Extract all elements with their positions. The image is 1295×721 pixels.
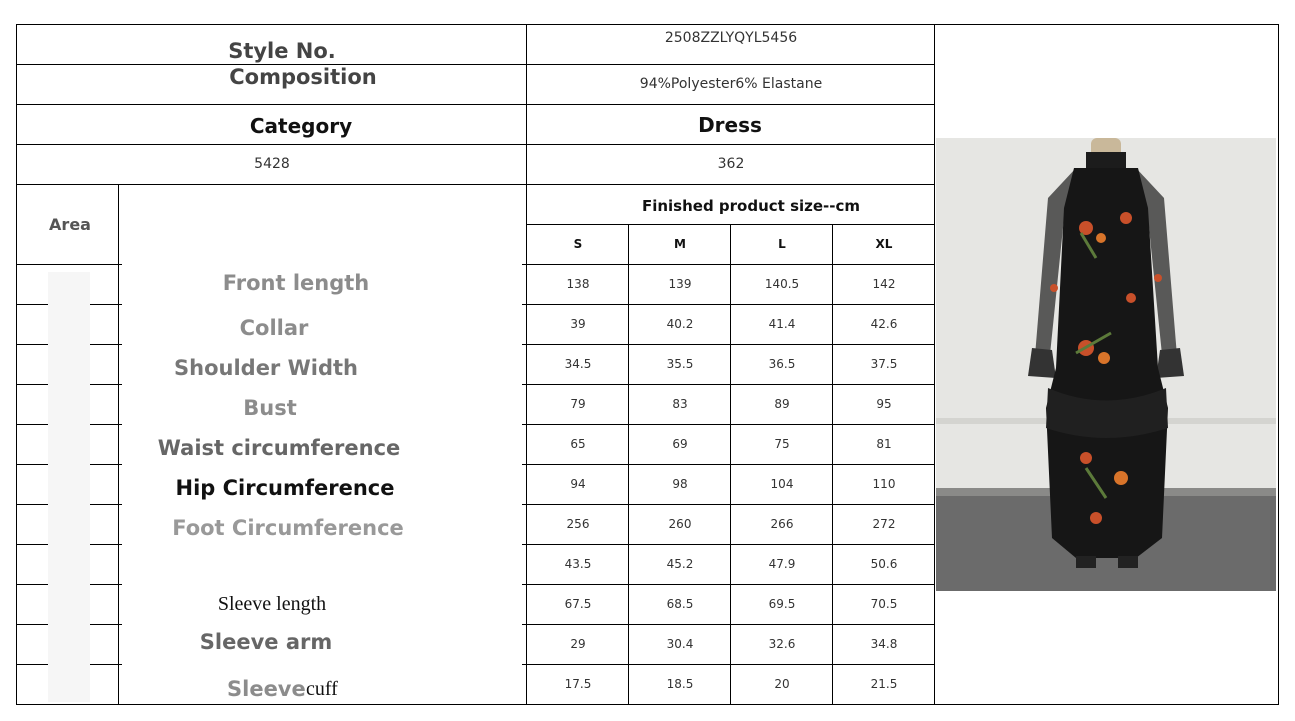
size-value: 94 — [570, 477, 586, 491]
size-value: 256 — [566, 517, 590, 531]
product-photo — [936, 138, 1276, 591]
part-label-a: Sleeve — [227, 677, 306, 701]
size-value: 89 — [774, 397, 790, 411]
size-value: 45.2 — [666, 557, 694, 571]
size-value: 272 — [872, 517, 896, 531]
size-value: 81 — [876, 437, 892, 451]
part-label: Bust — [243, 396, 297, 420]
composition-value: 94%Polyester6% Elastane — [639, 76, 823, 92]
style-no-label: Style No. — [228, 39, 336, 63]
part-label: Waist circumference — [157, 436, 401, 460]
size-header-s: S — [573, 237, 583, 251]
size-value: 260 — [668, 517, 692, 531]
size-value: 34.5 — [564, 357, 592, 371]
area-column-smudge — [48, 272, 90, 702]
size-value: 69 — [672, 437, 688, 451]
size-value: 43.5 — [564, 557, 592, 571]
size-value: 37.5 — [870, 357, 898, 371]
size-value: 40.2 — [666, 317, 694, 331]
size-value: 79 — [570, 397, 586, 411]
size-value: 65 — [570, 437, 586, 451]
size-value: 75 — [774, 437, 790, 451]
size-value: 142 — [872, 277, 896, 291]
part-label: Collar — [239, 316, 309, 340]
part-label: Sleeve length — [217, 593, 327, 615]
part-label: Sleeve arm — [199, 630, 333, 654]
size-value: 32.6 — [768, 637, 796, 651]
size-value: 68.5 — [666, 597, 694, 611]
part-label: Foot Circumference — [172, 516, 404, 540]
size-value: 30.4 — [666, 637, 694, 651]
code-right: 362 — [717, 156, 745, 172]
size-value: 47.9 — [768, 557, 796, 571]
size-value: 17.5 — [564, 677, 592, 691]
area-header: Area — [49, 215, 91, 234]
size-value: 36.5 — [768, 357, 796, 371]
size-value: 50.6 — [870, 557, 898, 571]
finished-size-header: Finished product size--cm — [641, 197, 861, 215]
size-value: 138 — [566, 277, 590, 291]
size-header-m: M — [674, 237, 686, 251]
size-value: 266 — [770, 517, 794, 531]
size-value: 83 — [672, 397, 688, 411]
size-value: 104 — [770, 477, 794, 491]
part-label: Shoulder Width — [174, 356, 358, 380]
size-value: 29 — [570, 637, 586, 651]
size-value: 95 — [876, 397, 892, 411]
size-value: 34.8 — [870, 637, 898, 651]
size-value: 18.5 — [666, 677, 694, 691]
size-value: 139 — [668, 277, 692, 291]
composition-label: Composition — [229, 65, 377, 89]
size-value: 70.5 — [870, 597, 898, 611]
size-value: 20 — [774, 677, 790, 691]
style-no-value: 2508ZZLYQYL5456 — [664, 30, 798, 46]
size-value: 69.5 — [768, 597, 796, 611]
code-left: 5428 — [254, 156, 290, 172]
category-label: Category — [249, 114, 353, 138]
part-label: Hip Circumference — [175, 476, 395, 500]
size-value: 67.5 — [564, 597, 592, 611]
part-label-b: cuff — [306, 678, 338, 700]
size-value: 110 — [872, 477, 896, 491]
size-value: 35.5 — [666, 357, 694, 371]
size-value: 41.4 — [768, 317, 796, 331]
size-header-xl: XL — [875, 237, 893, 251]
size-header-l: L — [778, 237, 786, 251]
category-value: Dress — [698, 113, 762, 137]
size-value: 98 — [672, 477, 688, 491]
size-value: 21.5 — [870, 677, 898, 691]
size-value: 140.5 — [764, 277, 800, 291]
size-value: 39 — [570, 317, 586, 331]
part-label: Front length — [222, 271, 370, 295]
size-value: 42.6 — [870, 317, 898, 331]
